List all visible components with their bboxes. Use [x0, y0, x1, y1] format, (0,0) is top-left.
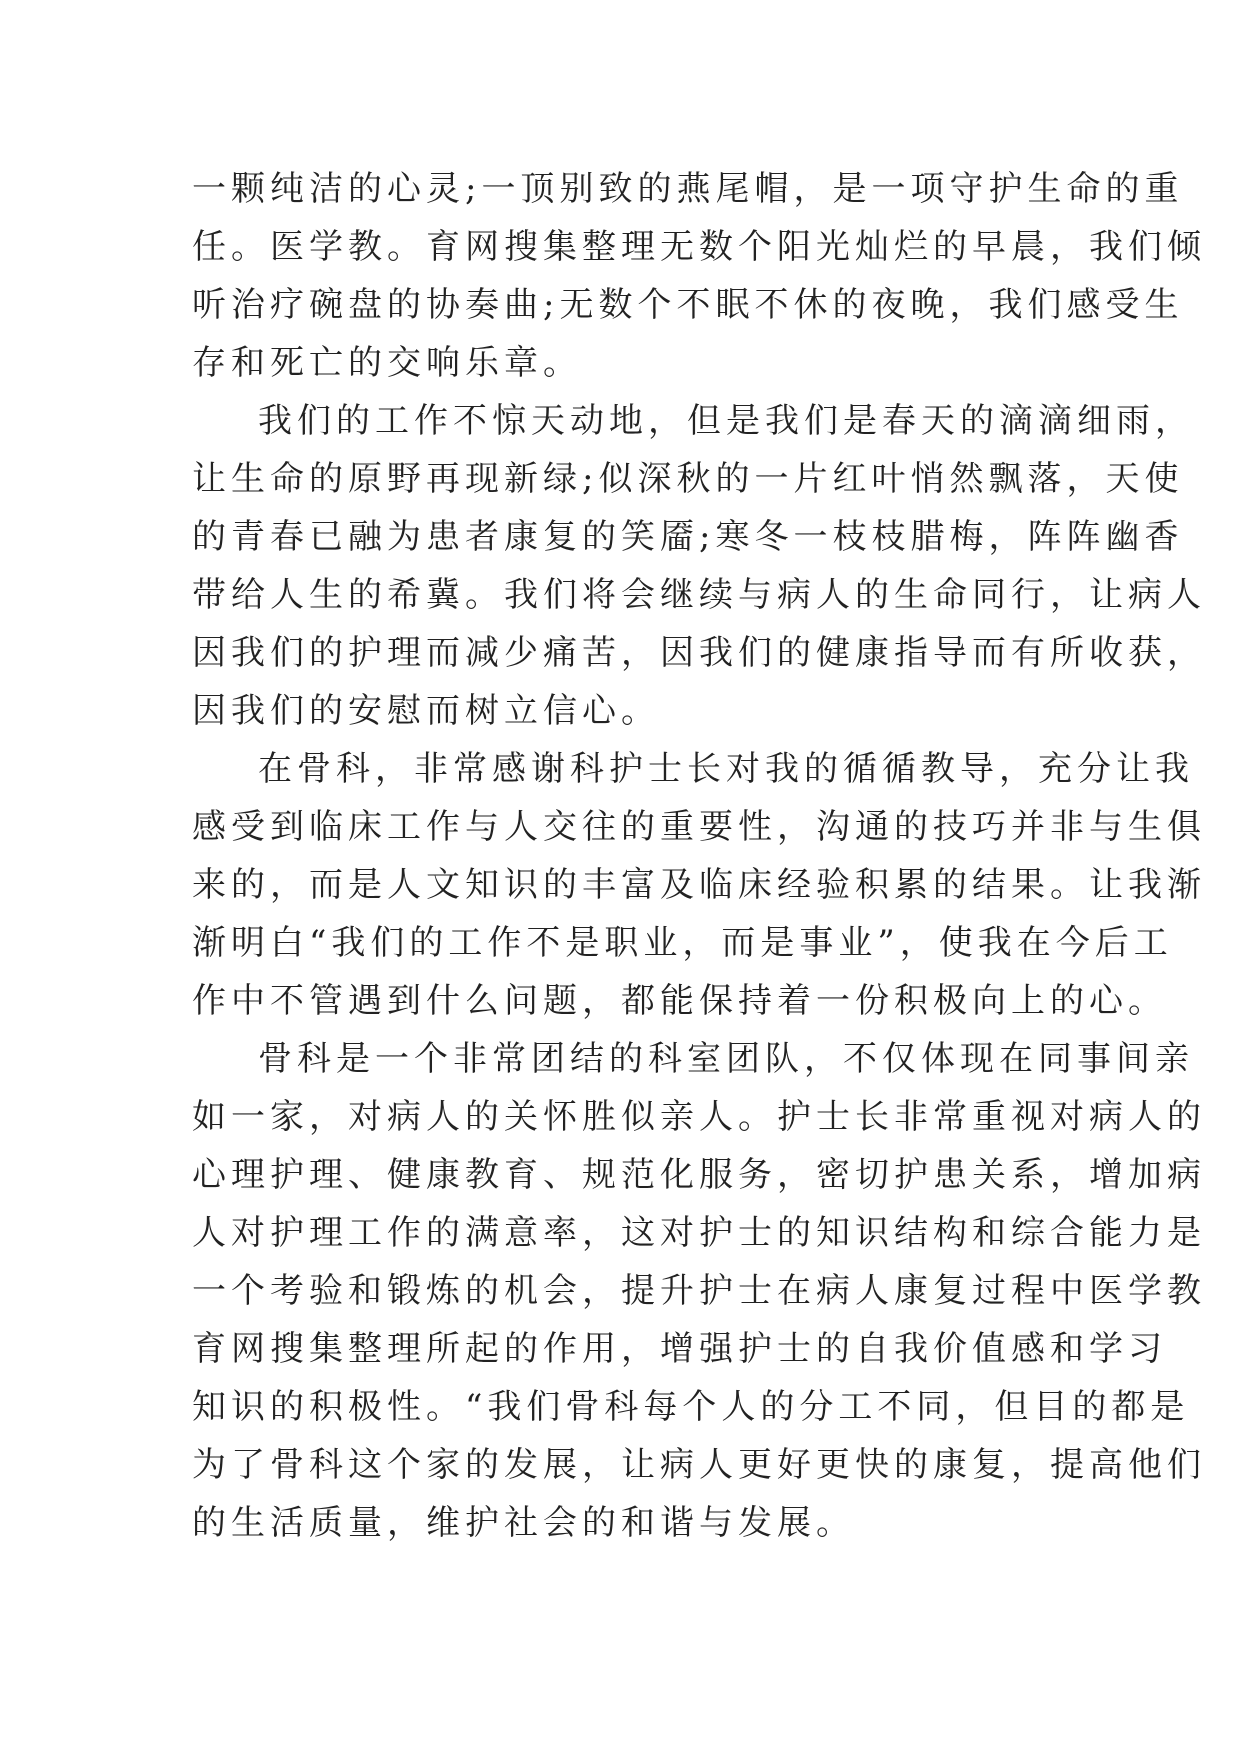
- text-line: 我们的工作不惊天动地，但是我们是春天的滴滴细雨，: [258, 401, 1194, 441]
- text-line: 来的，而是人文知识的丰富及临床经验积累的结果。让我渐: [192, 865, 1206, 905]
- text-line: 的青春已融为患者康复的笑靥;寒冬一枝枝腊梅，阵阵幽香: [192, 517, 1184, 557]
- paragraph-2: [192, 392, 1206, 740]
- text-line: 因我们的安慰而树立信心。: [192, 691, 660, 731]
- text-line: 为了骨科这个家的发展，让病人更好更快的康复，提高他们: [192, 1445, 1206, 1485]
- text-line: 心理护理、健康教育、规范化服务，密切护患关系，增加病: [192, 1155, 1206, 1195]
- text-line: 存和死亡的交响乐章。: [192, 343, 582, 383]
- text-line: 育网搜集整理所起的作用，增强护士的自我价值感和学习: [192, 1329, 1167, 1369]
- body-text: [192, 160, 1206, 1552]
- text-line: 因我们的护理而减少痛苦，因我们的健康指导而有所收获，: [192, 633, 1206, 673]
- text-line: 听治疗碗盘的协奏曲;无数个不眠不休的夜晚，我们感受生: [192, 285, 1184, 325]
- text-line: 如一家，对病人的关怀胜似亲人。护士长非常重视对病人的: [192, 1097, 1206, 1137]
- text-line: 任。医学教。育网搜集整理无数个阳光灿烂的早晨，我们倾: [192, 227, 1206, 267]
- text-line: 一个考验和锻炼的机会，提升护士在病人康复过程中医学教: [192, 1271, 1206, 1311]
- text-line: 渐明白“我们的工作不是职业，而是事业”，使我在今后工: [192, 923, 1173, 963]
- text-line: 感受到临床工作与人交往的重要性，沟通的技巧并非与生俱: [192, 807, 1206, 847]
- text-line: 骨科是一个非常团结的科室团队，不仅体现在同事间亲: [258, 1039, 1194, 1079]
- text-line: 带给人生的希冀。我们将会继续与病人的生命同行，让病人: [192, 575, 1206, 615]
- text-line: 一颗纯洁的心灵;一顶别致的燕尾帽，是一项守护生命的重: [192, 169, 1184, 209]
- text-line: 在骨科，非常感谢科护士长对我的循循教导，充分让我: [258, 749, 1194, 789]
- paragraph-1: [192, 160, 1206, 392]
- text-line: 人对护理工作的满意率，这对护士的知识结构和综合能力是: [192, 1213, 1206, 1253]
- text-line: 知识的积极性。“我们骨科每个人的分工不同，但目的都是: [192, 1387, 1190, 1427]
- text-line: 作中不管遇到什么问题，都能保持着一份积极向上的心。: [192, 981, 1167, 1021]
- text-line: 让生命的原野再现新绿;似深秋的一片红叶悄然飘落，天使: [192, 459, 1184, 499]
- paragraph-3: [192, 740, 1206, 1030]
- text-line: 的生活质量，维护社会的和谐与发展。: [192, 1503, 855, 1543]
- paragraph-4: [192, 1030, 1206, 1552]
